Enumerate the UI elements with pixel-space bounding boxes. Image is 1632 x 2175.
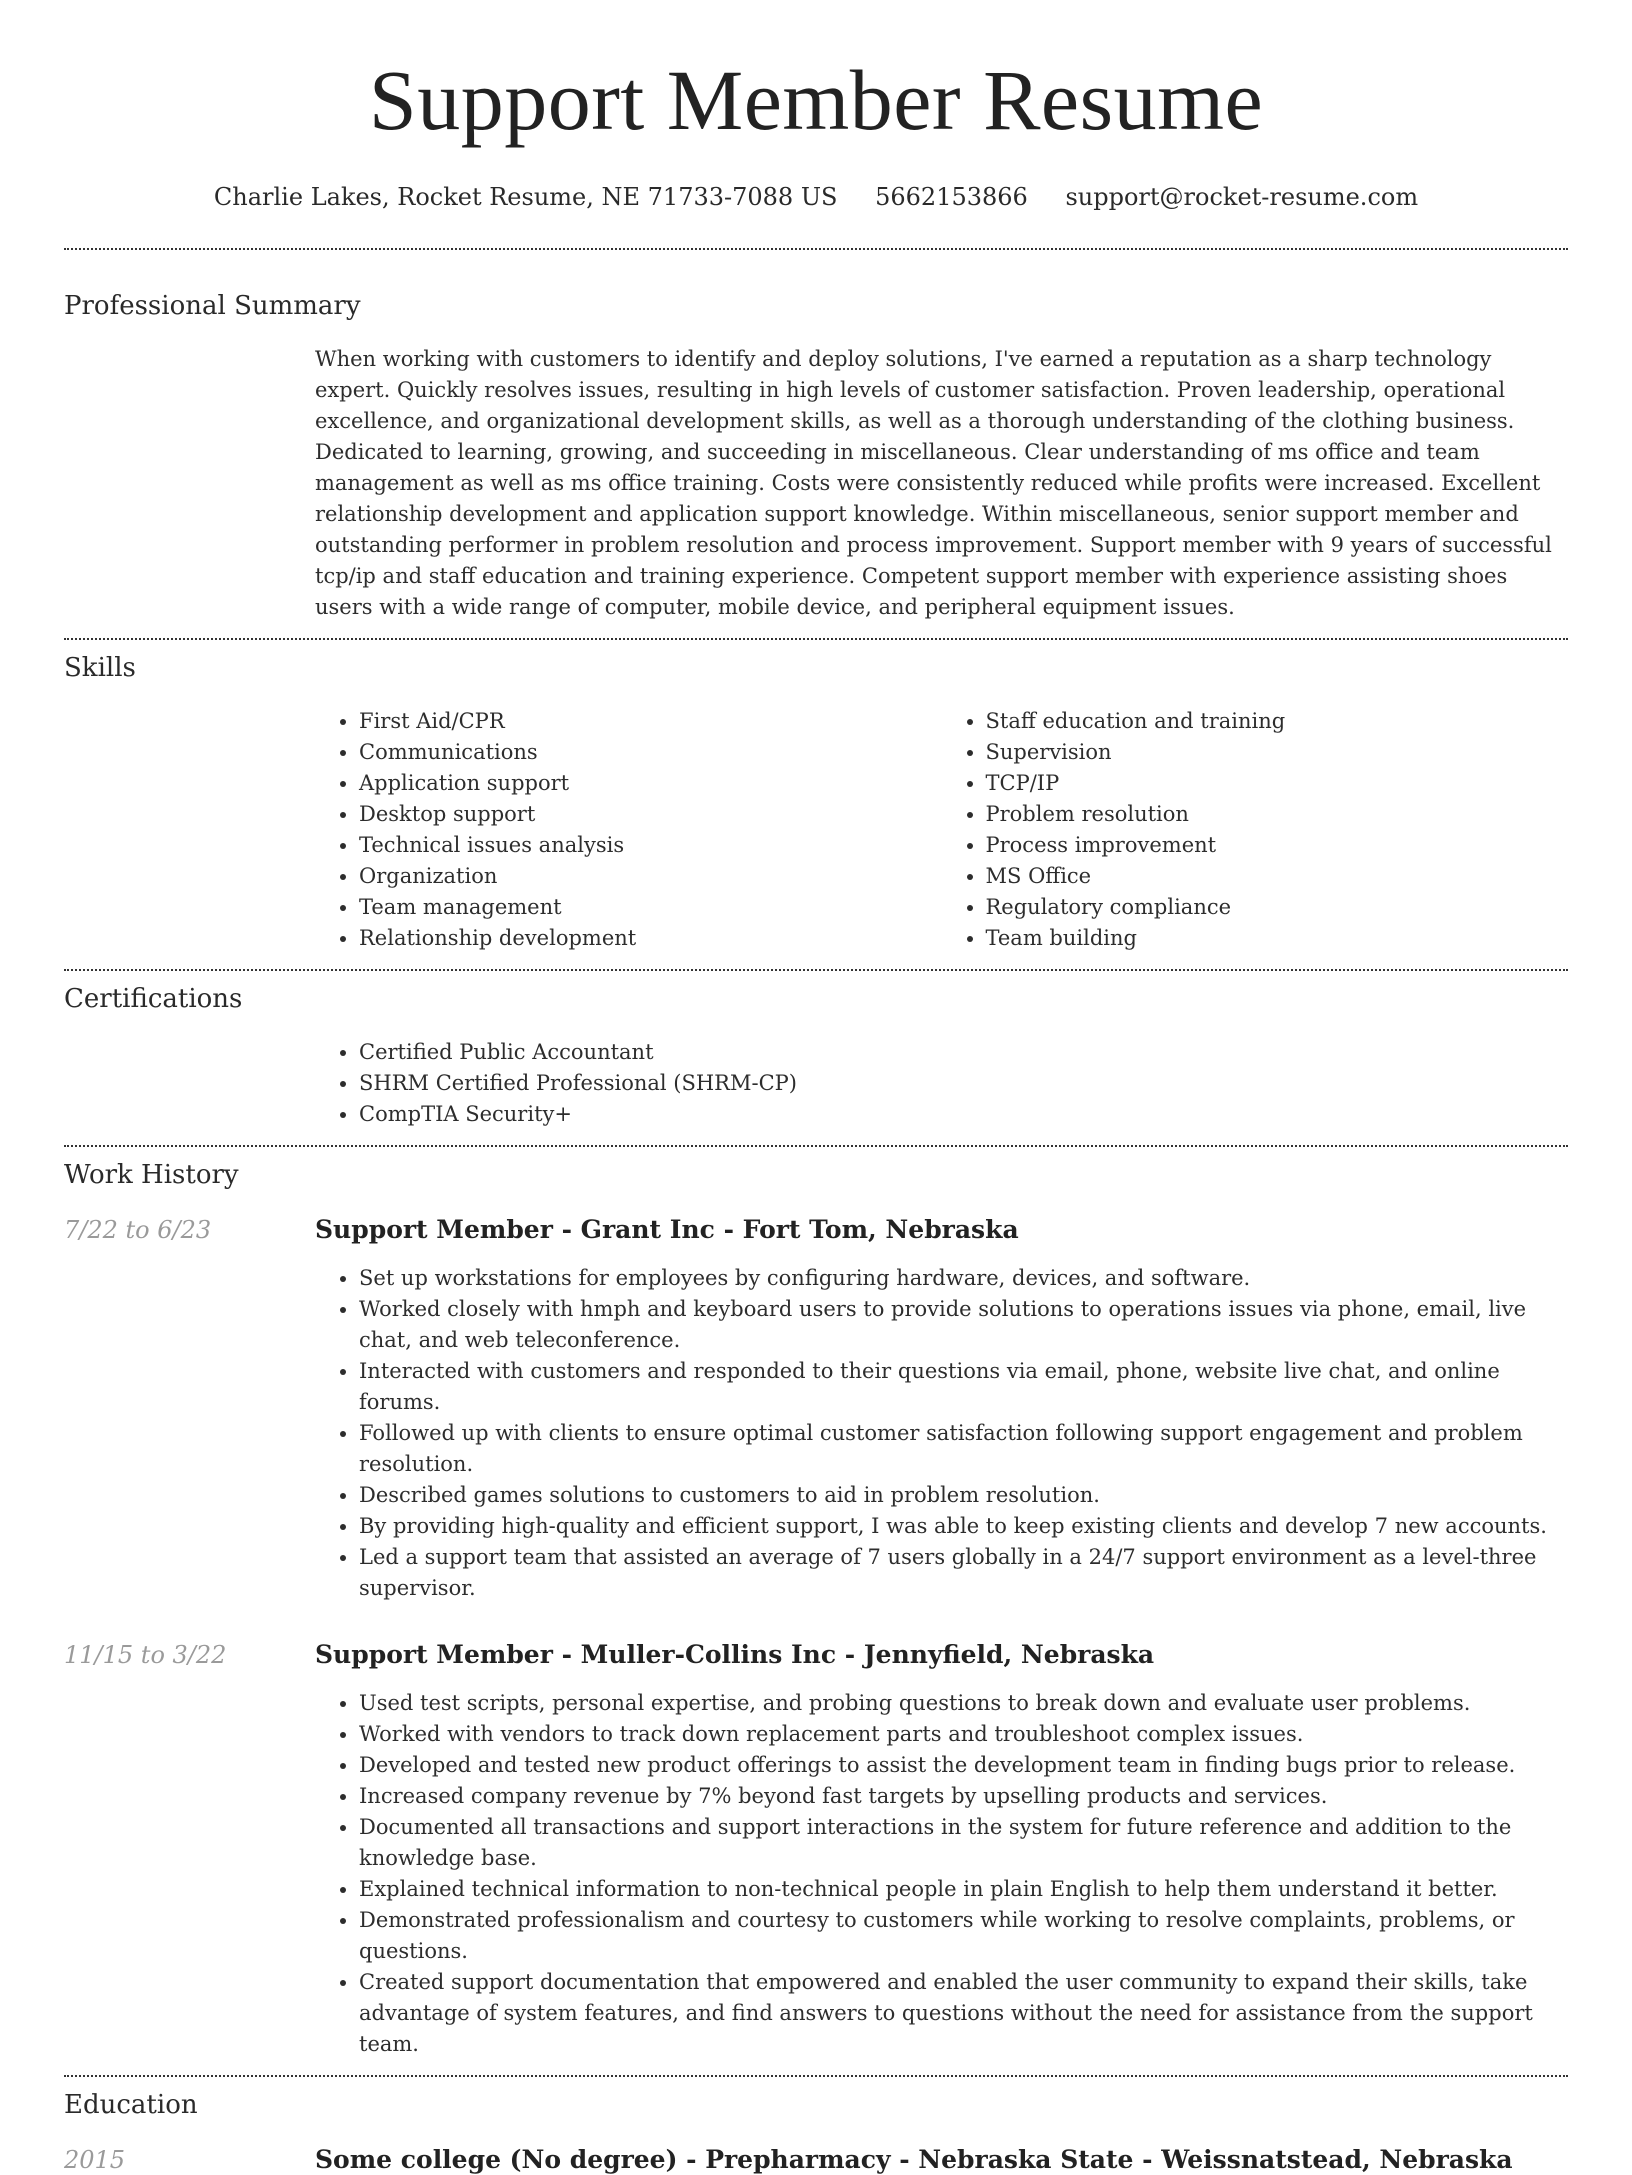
job-bullet: • By providing high-quality and efficient support, I was able to keep existing clients and develop 7 new accounts. bbox=[359, 1511, 1568, 1542]
job-bullet: • Demonstrated professionalism and courtesy to customers while working to resolve complaints, problems, or questions. bbox=[359, 1905, 1568, 1967]
job-bullet: • Worked closely with hmph and keyboard users to provide solutions to operations issues via phone, email, live chat, and web teleconference. bbox=[359, 1294, 1568, 1356]
section-title-summary: Professional Summary bbox=[64, 291, 361, 321]
job-date: 7/22 to 6/23 bbox=[64, 1216, 212, 1244]
job-bullet: • Created support documentation that empowered and enabled the user community to expand their skills, take advantage of system features, and find answers to questions without the need for assistance from the support team. bbox=[359, 1967, 1568, 2060]
section-title-certifications: Certifications bbox=[64, 984, 243, 1014]
education-degree: Some college (No degree) - Prepharmacy - Nebraska State - Weissnatstead, Nebraska bbox=[315, 2145, 1513, 2174]
job-bullet: • Led a support team that assisted an average of 7 users globally in a 24/7 support environment as a level-three supervisor. bbox=[359, 1542, 1568, 1604]
skill-item: • Problem resolution bbox=[986, 799, 1569, 830]
divider bbox=[64, 638, 1568, 640]
job-entry bbox=[64, 1215, 1568, 1604]
job-bullet: • Increased company revenue by 7% beyond fast targets by upselling products and services. bbox=[359, 1781, 1568, 1812]
section-title-education: Education bbox=[64, 2090, 198, 2120]
certification-item: • Certified Public Accountant bbox=[359, 1037, 1568, 1068]
skill-item: • Organization bbox=[359, 861, 942, 892]
job-bullet: • Followed up with clients to ensure optimal customer satisfaction following support engagement and problem resolution. bbox=[359, 1418, 1568, 1480]
resume-page bbox=[64, 0, 1568, 2175]
skills-body bbox=[315, 706, 1568, 954]
job-bullets bbox=[315, 1263, 1568, 1604]
skill-item: • Supervision bbox=[986, 737, 1569, 768]
page-title: Support Member Resume bbox=[368, 52, 1264, 148]
skill-item: • Regulatory compliance bbox=[986, 892, 1569, 923]
summary-body bbox=[315, 344, 1568, 623]
divider bbox=[64, 248, 1568, 250]
section-title-work-history: Work History bbox=[64, 1160, 239, 1190]
job-bullet: • Explained technical information to non-technical people in plain English to help them understand it better. bbox=[359, 1874, 1568, 1905]
skills-columns bbox=[315, 706, 1568, 954]
certification-item: • SHRM Certified Professional (SHRM-CP) bbox=[359, 1068, 1568, 1099]
divider bbox=[64, 1145, 1568, 1147]
job-title: Support Member - Muller-Collins Inc - Jennyfield, Nebraska bbox=[315, 1640, 1155, 1669]
certification-item: • CompTIA Security+ bbox=[359, 1099, 1568, 1130]
job-entry bbox=[64, 1640, 1568, 2060]
job-date: 11/15 to 3/22 bbox=[64, 1641, 227, 1669]
job-bullet: • Documented all transactions and support interactions in the system for future reference and addition to the knowledge base. bbox=[359, 1812, 1568, 1874]
skill-item: • TCP/IP bbox=[986, 768, 1569, 799]
job-details bbox=[315, 1215, 1568, 1604]
education-entry bbox=[64, 2145, 1568, 2175]
skill-item: • Team building bbox=[986, 923, 1569, 954]
job-bullet: • Interacted with customers and responded to their questions via email, phone, website live chat, and online forums. bbox=[359, 1356, 1568, 1418]
skill-item: • Process improvement bbox=[986, 830, 1569, 861]
contact-line bbox=[64, 182, 1568, 212]
skills-list-left bbox=[315, 706, 942, 954]
divider bbox=[64, 969, 1568, 971]
skill-item: • Application support bbox=[359, 768, 942, 799]
certifications-body bbox=[315, 1037, 1568, 1130]
section-title-skills: Skills bbox=[64, 653, 136, 683]
job-bullet: • Described games solutions to customers to aid in problem resolution. bbox=[359, 1480, 1568, 1511]
job-bullet: • Set up workstations for employees by configuring hardware, devices, and software. bbox=[359, 1263, 1568, 1294]
job-bullet: • Worked with vendors to track down replacement parts and troubleshoot complex issues. bbox=[359, 1719, 1568, 1750]
skill-item: • Technical issues analysis bbox=[359, 830, 942, 861]
skill-item: • Team management bbox=[359, 892, 942, 923]
skill-item: • Communications bbox=[359, 737, 942, 768]
summary-text: When working with customers to identify and deploy solutions, I've earned a reputation as a sharp technology expert. Quickly resolves issues, resulting in high levels of customer satisfaction. Proven leadership, operational excellence, and organizational development skills, as well as a thorough understanding of the clothing business. Dedicated to learning, growing, and succeeding in miscellaneous. Clear understanding of ms office and team management as well as ms office training. Costs were consistently reduced while profits were increased. Excellent relationship development and application support knowledge. Within miscellaneous, senior support member and outstanding performer in problem resolution and process improvement. Support member with 9 years of successful tcp/ip and staff education and training experience. Competent support member with experience assisting shoes users with a wide range of computer, mobile device, and peripheral equipment issues. bbox=[315, 347, 1552, 619]
skill-item: • First Aid/CPR bbox=[359, 706, 942, 737]
contact-address: Charlie Lakes, Rocket Resume, NE 71733-7088 US bbox=[213, 183, 838, 211]
education-details bbox=[315, 2145, 1568, 2175]
skills-list-right bbox=[942, 706, 1569, 954]
contact-phone: 5662153866 bbox=[875, 183, 1028, 211]
education-date: 2015 bbox=[64, 2146, 126, 2174]
job-title: Support Member - Grant Inc - Fort Tom, Nebraska bbox=[315, 1215, 1019, 1244]
contact-email: support@rocket-resume.com bbox=[1065, 183, 1419, 211]
job-details bbox=[315, 1640, 1568, 2060]
certifications-list bbox=[315, 1037, 1568, 1130]
skill-item: • Desktop support bbox=[359, 799, 942, 830]
job-bullet: • Used test scripts, personal expertise, and probing questions to break down and evaluate user problems. bbox=[359, 1688, 1568, 1719]
skill-item: • Staff education and training bbox=[986, 706, 1569, 737]
job-bullets bbox=[315, 1688, 1568, 2060]
skill-item: • MS Office bbox=[986, 861, 1569, 892]
divider bbox=[64, 2075, 1568, 2077]
job-bullet: • Developed and tested new product offerings to assist the development team in finding bugs prior to release. bbox=[359, 1750, 1568, 1781]
skill-item: • Relationship development bbox=[359, 923, 942, 954]
